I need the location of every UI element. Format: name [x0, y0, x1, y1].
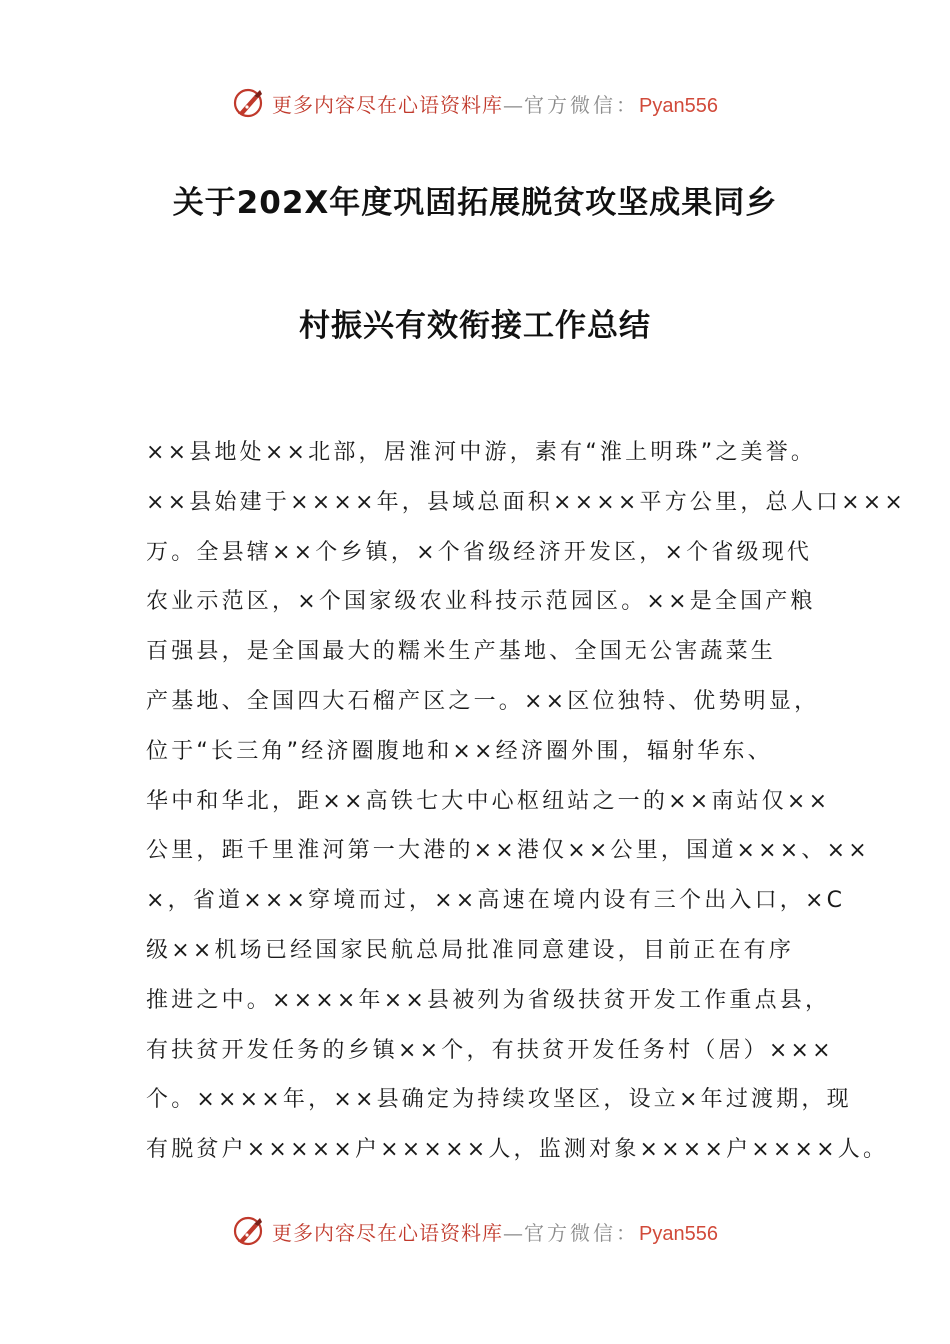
body-line: 百强县，是全国最大的糯米生产基地、全国无公害蔬菜生: [146, 639, 777, 665]
watermark-lead: 更多内容尽在心语资料库: [272, 92, 504, 117]
body-line: 个。××××年，××县确定为持续攻坚区，设立×年过渡期，现: [146, 1087, 852, 1113]
body-line: 华中和华北，距××高铁七大中心枢纽站之一的××南站仅××: [146, 788, 831, 814]
body-line: 位于“长三角”经济圈腹地和××经济圈外围，辐射华东、: [146, 738, 773, 764]
body-line: 农业示范区，×个国家级农业科技示范园区。××是全国产粮: [146, 589, 816, 615]
watermark-wechat-id: Pyan556: [639, 94, 718, 117]
footer-watermark: [0, 1211, 950, 1251]
body-line: ××县地处××北部，居淮河中游，素有“淮上明珠”之美誉。: [146, 440, 817, 465]
body-line: 产基地、全国四大石榴产区之一。××区位独特、优势明显，: [146, 688, 820, 714]
body-line: 万。全县辖××个乡镇，×个省级经济开发区，×个省级现代: [146, 539, 813, 565]
watermark-dash: —: [503, 92, 525, 117]
body-line: 公里，距千里淮河第一大港的××港仅××公里，国道×××、××: [146, 838, 870, 864]
watermark-lead: 更多内容尽在心语资料库: [272, 1220, 504, 1245]
body-line: 推进之中。××××年××县被列为省级扶贫开发工作重点县，: [146, 987, 831, 1013]
body-line: 有扶贫开发任务的乡镇××个，有扶贫开发任务村（居）×××: [146, 1037, 834, 1063]
watermark-official-label: 官方微信：: [524, 1220, 640, 1245]
body-line: ×，省道×××穿境而过，××高速在境内设有三个出入口，×C: [146, 888, 846, 914]
document-title-line-1: 关于202X年度巩固拓展脱贫攻坚成果同乡: [172, 185, 778, 221]
body-line: 级××机场已经国家民航总局批准同意建设，目前正在有序: [146, 937, 795, 963]
watermark-official-label: 官方微信：: [524, 92, 640, 117]
body-line: ××县始建于××××年，县域总面积××××平方公里，总人口×××: [146, 489, 907, 515]
body-line: 有脱贫户×××××户×××××人，监测对象××××户××××人。: [146, 1137, 889, 1163]
watermark-wechat-id: Pyan556: [639, 1222, 718, 1245]
document-title-line-2: 村振兴有效衔接工作总结: [299, 308, 651, 344]
pen-nib-logo-icon: [232, 86, 266, 120]
header-watermark: [0, 83, 950, 123]
watermark-text: [272, 89, 718, 118]
body-paragraph: [146, 428, 907, 1175]
watermark-dash: —: [503, 1220, 525, 1245]
pen-nib-logo-icon: [232, 1214, 266, 1248]
watermark-text: [272, 1217, 718, 1246]
